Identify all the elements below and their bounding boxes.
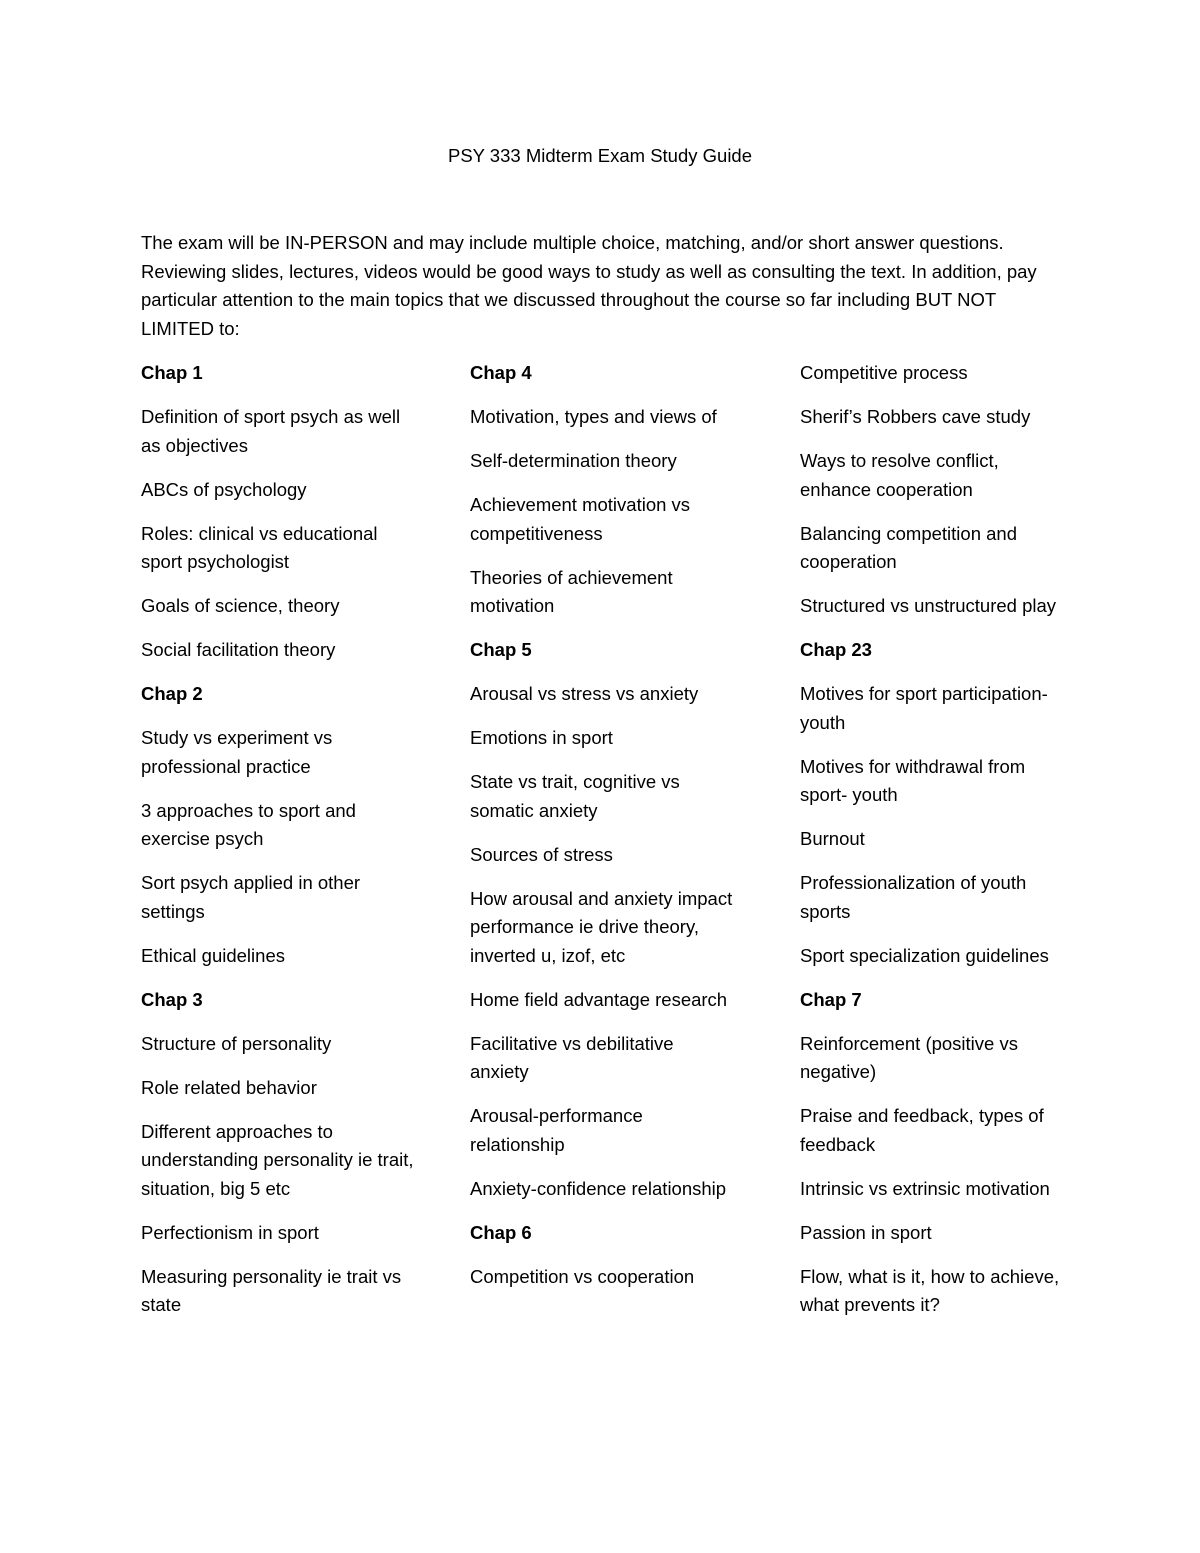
topic-item: Study vs experiment vs professional practice [141, 727, 333, 777]
topic-item: Structured vs unstructured play [800, 595, 1057, 616]
topic-item: Motives for sport participation- youth [800, 683, 1048, 733]
topic-item: Burnout [800, 828, 865, 849]
topic-item: Arousal vs stress vs anxiety [470, 683, 699, 704]
topic-item: Competition vs cooperation [470, 1265, 695, 1287]
chapter-heading: Chap 5 [470, 639, 532, 660]
topic-item: Social facilitation theory [141, 639, 336, 660]
topic-item: Self-determination theory [470, 450, 677, 471]
topic-item: Ways to resolve conflict, enhance cooperation [800, 450, 999, 500]
topic-item: Intrinsic vs extrinsic motivation [800, 1177, 1050, 1199]
topic-item: Ethical guidelines [141, 944, 285, 966]
chapter-heading: Chap 4 [470, 362, 532, 383]
topic-item: Reinforcement (positive vs negative) [800, 1032, 1018, 1082]
topic-item: Structure of personality [141, 1032, 332, 1054]
topic-item: Anxiety-confidence relationship [470, 1177, 727, 1199]
topic-item: How arousal and anxiety impact performance ie drive theory, inverted u, izof, etc [470, 887, 733, 966]
topic-item: Facilitative vs debilitative anxiety [470, 1032, 674, 1082]
chapter-heading: Chap 3 [141, 988, 203, 1010]
chapter-heading: Chap 23 [800, 639, 872, 660]
topic-item: Perfectionism in sport [141, 1221, 319, 1243]
topic-item: Sherif’s Robbers cave study [800, 406, 1031, 427]
topic-item: Sort psych applied in other settings [141, 872, 361, 922]
topic-item: Emotions in sport [470, 727, 613, 748]
topic-item: Roles: clinical vs educational sport psychologist [141, 522, 378, 572]
topic-item: Theories of achievement motivation [470, 566, 673, 616]
page-title: PSY 333 Midterm Exam Study Guide [447, 145, 753, 166]
topic-item: Professionalization of youth sports [800, 872, 1027, 922]
chapter-heading: Chap 7 [800, 988, 862, 1010]
topic-item: State vs trait, cognitive vs somatic anxiety [470, 771, 680, 821]
topic-item: 3 approaches to sport and exercise psych [141, 799, 356, 849]
topic-item: Sources of stress [470, 843, 613, 865]
topic-item: Goals of science, theory [141, 595, 340, 616]
topic-item: Motivation, types and views of [470, 406, 717, 427]
topic-item: Competitive process [800, 362, 968, 383]
topic-item: Arousal-performance relationship [470, 1105, 643, 1155]
topic-item: Passion in sport [800, 1221, 932, 1243]
topic-column-2 [470, 359, 735, 1307]
intro-paragraph: The exam will be IN-PERSON and may include multiple choice, matching, and/or short answer questions. Reviewing slides, lectures, videos would be good ways to study as well as consulting the text. In addition, pay particular attention to the main topics that we discussed throughout the course so far including BUT NOT LIMITED to: [141, 232, 1037, 339]
chapter-heading: Chap 1 [141, 362, 203, 383]
topic-item: Achievement motivation vs competitiveness [470, 494, 691, 544]
topic-item: Different approaches to understanding personality ie trait, situation, big 5 etc [141, 1120, 414, 1199]
topic-item: Motives for withdrawal from sport- youth [800, 755, 1026, 805]
topic-column-1 [141, 359, 416, 1335]
chapter-heading: Chap 6 [470, 1221, 532, 1243]
topic-item: Balancing competition and cooperation [800, 522, 1018, 572]
topic-item: Measuring personality ie trait vs state [141, 1265, 402, 1315]
topic-item: Sport specialization guidelines [800, 944, 1049, 966]
topic-item: Praise and feedback, types of feedback [800, 1105, 1044, 1155]
topic-item: Definition of sport psych as well as objectives [141, 406, 401, 456]
topic-item: Home field advantage research [470, 988, 728, 1010]
topic-column-3 [800, 359, 1070, 1335]
chapter-heading: Chap 2 [141, 683, 203, 704]
topic-item: ABCs of psychology [141, 478, 307, 500]
topic-item: Flow, what is it, how to achieve, what prevents it? [800, 1265, 1060, 1315]
topic-item: Role related behavior [141, 1076, 317, 1098]
